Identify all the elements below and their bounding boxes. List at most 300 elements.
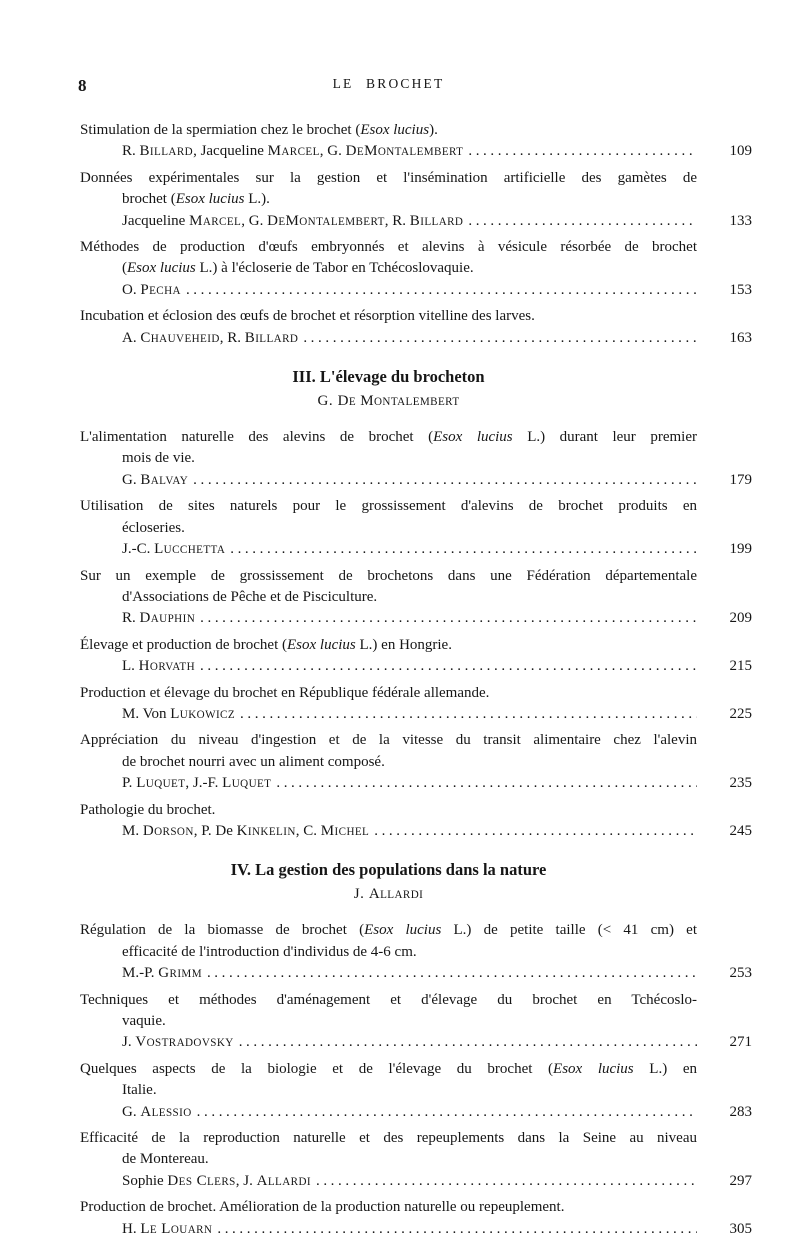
- entry-title-line: Données expérimentales sur la gestion et l'insémination artificielle des gamètes de: [80, 169, 697, 186]
- smallcaps-letter: L: [266, 332, 274, 345]
- entry-authors: G. BALVAY: [122, 471, 189, 488]
- smallcaps-text: MICHEL: [320, 822, 370, 839]
- smallcaps-letter: E: [256, 778, 265, 791]
- entry-author-line: [80, 963, 752, 985]
- italic-text: Esox lucius: [364, 922, 442, 939]
- smallcaps-letter: H: [187, 544, 197, 557]
- smallcaps-letter: O: [373, 396, 383, 409]
- entry-author-line: [80, 328, 752, 350]
- entry-author-line: [80, 1102, 752, 1124]
- smallcaps-letter: U: [159, 613, 168, 626]
- entry-title-line: de brochet nourri avec un aliment composé.: [122, 753, 385, 770]
- smallcaps-letter: E: [278, 215, 286, 228]
- smallcaps-letter: I: [182, 613, 187, 626]
- smallcaps-letter: K: [188, 708, 197, 721]
- smallcaps-letter: T: [316, 215, 323, 228]
- smallcaps-letter: R: [289, 146, 298, 159]
- entry-author-line: [80, 656, 752, 678]
- toc-entry: [80, 1197, 752, 1241]
- smallcaps-letter: T: [203, 544, 211, 557]
- smallcaps-letter: L: [259, 332, 267, 345]
- smallcaps-letter: A: [394, 889, 403, 902]
- entry-page-number: 215: [729, 658, 752, 675]
- smallcaps-letter: U: [163, 544, 173, 557]
- smallcaps-letter: N: [185, 825, 194, 838]
- entry-author-line: [80, 470, 752, 492]
- smallcaps-letter: D: [184, 146, 194, 159]
- smallcaps-letter: V: [165, 474, 173, 487]
- smallcaps-letter: H: [150, 332, 160, 345]
- smallcaps-letter: O: [196, 708, 206, 721]
- smallcaps-letter: H: [174, 613, 183, 626]
- smallcaps-letter: Q: [240, 778, 249, 791]
- smallcaps-letter: U: [145, 778, 155, 791]
- smallcaps-letter: V: [201, 1037, 211, 1050]
- smallcaps-text: PECHA: [140, 281, 181, 298]
- smallcaps-text: ALESSIO: [140, 1103, 192, 1120]
- smallcaps-letter: L: [151, 1106, 159, 1119]
- smallcaps-letter: T: [390, 396, 398, 409]
- smallcaps-letter: R: [211, 215, 220, 228]
- smallcaps-letter: A: [282, 1175, 291, 1188]
- smallcaps-letter: T: [178, 778, 186, 791]
- smallcaps-letter: S: [185, 1175, 193, 1188]
- smallcaps-letter: B: [430, 396, 438, 409]
- smallcaps-letter: L: [206, 1175, 215, 1188]
- entry-author-line: [80, 704, 752, 726]
- entry-title-line: Efficacité de la reproduction naturelle et des repeuplements dans la Seine au niveau: [80, 1130, 697, 1147]
- smallcaps-letter: M: [423, 146, 435, 159]
- smallcaps-text: DES CLERS: [167, 1172, 236, 1189]
- smallcaps-letter: V: [165, 661, 173, 674]
- smallcaps-letter: A: [202, 215, 212, 228]
- entry-title-line: Régulation de la biomasse de brochet (Esox lucius L.) de petite taille (< 41 cm) et: [80, 922, 698, 939]
- smallcaps-text: DEMONTALEMBERT: [345, 143, 464, 160]
- smallcaps-letter: I: [177, 968, 182, 981]
- entry-title-line: Italie.: [122, 1082, 157, 1099]
- smallcaps-letter: A: [322, 215, 331, 228]
- smallcaps-letter: E: [149, 1223, 158, 1236]
- smallcaps-letter: M: [345, 215, 356, 228]
- section-heading: IV. La gestion des populations dans la nature: [230, 860, 547, 880]
- smallcaps-letter: E: [149, 284, 157, 297]
- smallcaps-letter: I: [306, 1175, 311, 1188]
- smallcaps-letter: E: [412, 396, 420, 409]
- smallcaps-letter: N: [186, 613, 196, 626]
- section-author: G. DE MONTALEMBERT: [317, 393, 460, 410]
- smallcaps-letter: O: [154, 825, 163, 838]
- smallcaps-letter: R: [162, 825, 171, 838]
- table-of-contents: [80, 120, 752, 1241]
- entry-page-number: 235: [729, 775, 752, 792]
- entry-title-line: efficacité de l'introduction d'individus de 4-6 cm.: [122, 943, 417, 960]
- entry-authors: G. ALESSIO: [122, 1103, 192, 1120]
- entry-page-number: 199: [729, 541, 752, 558]
- entry-authors: J.-C. LUCCHETTA: [122, 541, 226, 558]
- entry-title-line: (Esox lucius L.) à l'écloserie de Tabor en Tchécoslovaquie.: [122, 260, 474, 277]
- entry-page-number: 271: [729, 1034, 752, 1051]
- smallcaps-letter: S: [210, 1037, 217, 1050]
- smallcaps-letter: U: [179, 708, 189, 721]
- smallcaps-letter: O: [170, 1223, 180, 1236]
- smallcaps-letter: L: [154, 146, 162, 159]
- toc-entry: [80, 168, 752, 233]
- entry-author-line: [80, 280, 752, 302]
- smallcaps-letter: C: [219, 215, 227, 228]
- smallcaps-letter: E: [354, 825, 363, 838]
- smallcaps-letter: D: [454, 215, 464, 228]
- entry-author-line: [80, 1219, 752, 1241]
- entry-author-line: [80, 141, 752, 163]
- smallcaps-text: BILLARD: [139, 143, 194, 160]
- smallcaps-letter: D: [211, 332, 220, 345]
- smallcaps-letter: C: [179, 544, 188, 557]
- smallcaps-letter: E: [441, 146, 450, 159]
- entry-authors: Jacqueline MARCEL, G. DEMONTALEMBERT, R. BILLARD: [122, 212, 464, 229]
- smallcaps-letter: R: [402, 889, 411, 902]
- smallcaps-letter: A: [438, 215, 448, 228]
- smallcaps-letter: R: [168, 1037, 177, 1050]
- smallcaps-letter: O: [193, 1037, 202, 1050]
- entry-title-line: Incubation et éclosion des œufs de brochet et résorption vitelline des larves.: [80, 308, 535, 325]
- dot-leader: [463, 141, 697, 162]
- smallcaps-text: LE LOUARN: [140, 1220, 213, 1237]
- smallcaps-text: KINKELIN: [236, 822, 296, 839]
- toc-entry: [80, 566, 752, 631]
- smallcaps-letter: C: [338, 825, 347, 838]
- smallcaps-letter: A: [187, 1223, 197, 1236]
- smallcaps-text: CHAUVEHEID: [140, 329, 220, 346]
- smallcaps-letter: T: [179, 661, 187, 674]
- smallcaps-letter: N: [203, 1223, 213, 1236]
- dot-leader: [225, 539, 697, 560]
- smallcaps-letter: N: [307, 215, 317, 228]
- smallcaps-letter: R: [445, 396, 453, 409]
- entry-authors: M. Von LUKOWICZ: [122, 705, 236, 722]
- smallcaps-text: LUQUET: [222, 775, 272, 792]
- entry-page-number: 225: [729, 705, 752, 722]
- dot-leader: [298, 328, 697, 349]
- running-title: LE BROCHET: [332, 76, 445, 91]
- smallcaps-letter: O: [146, 1037, 155, 1050]
- smallcaps-letter: A: [159, 332, 168, 345]
- smallcaps-letter: A: [168, 146, 177, 159]
- toc-entry: [80, 1059, 752, 1124]
- smallcaps-letter: L: [267, 1175, 276, 1188]
- dot-leader: [463, 211, 697, 232]
- entry-title-line: d'Associations de Pêche et de Pisciculture.: [122, 588, 378, 605]
- smallcaps-letter: R: [282, 332, 290, 345]
- smallcaps-letter: L: [362, 825, 370, 838]
- smallcaps-letter: I: [255, 332, 260, 345]
- entry-title-line: L'alimentation naturelle des alevins de brochet (Esox lucius L.) durant leur premier: [80, 429, 697, 446]
- toc-entry: [80, 306, 752, 350]
- smallcaps-letter: R: [176, 146, 185, 159]
- smallcaps-letter: N: [252, 825, 261, 838]
- smallcaps-letter: T: [456, 146, 464, 159]
- smallcaps-text: LUKOWICZ: [170, 705, 236, 722]
- smallcaps-letter: L: [409, 146, 417, 159]
- entry-page-number: 133: [729, 212, 752, 229]
- smallcaps-letter: A: [400, 146, 410, 159]
- toc-entry: [80, 120, 752, 164]
- smallcaps-letter: A: [150, 474, 160, 487]
- smallcaps-letter: E: [437, 396, 446, 409]
- smallcaps-letter: I: [283, 825, 288, 838]
- entry-author-line: [80, 1171, 752, 1193]
- smallcaps-letter: T: [161, 1037, 169, 1050]
- entry-title-line: Méthodes de production d'œufs embryonnés et alevins à vésicule résorbée de brochet: [80, 239, 697, 256]
- toc-entry: [80, 683, 752, 727]
- entry-authors: H. LE LOUARN: [122, 1220, 213, 1237]
- smallcaps-letter: D: [185, 1037, 194, 1050]
- smallcaps-letter: E: [338, 215, 346, 228]
- entry-title-line: Utilisation de sites naturels pour le grossissement d'alevins de brochet produits en: [80, 498, 697, 515]
- entry-title-line: Sur un exemple de grossissement de brochetons dans une Fédération départementale: [80, 567, 697, 584]
- smallcaps-letter: R: [290, 1175, 299, 1188]
- smallcaps-letter: R: [221, 1175, 230, 1188]
- smallcaps-text: BILLARD: [244, 329, 299, 346]
- smallcaps-letter: B: [434, 146, 442, 159]
- smallcaps-letter: V: [176, 332, 185, 345]
- smallcaps-letter: Y: [179, 474, 189, 487]
- smallcaps-letter: L: [159, 474, 166, 487]
- smallcaps-letter: L: [405, 396, 413, 409]
- entry-author-line: [80, 608, 752, 630]
- smallcaps-letter: C: [297, 146, 306, 159]
- entry-title-line: Production de brochet. Amélioration de la production naturelle ou repeuplement.: [80, 1199, 565, 1216]
- smallcaps-letter: I: [247, 825, 252, 838]
- dot-leader: [188, 470, 697, 491]
- toc-entry: [80, 427, 752, 492]
- entry-page-number: 305: [729, 1220, 752, 1237]
- entry-title-line: Élevage et production de brochet (Esox lucius L.) en Hongrie.: [80, 636, 452, 653]
- dot-leader: [195, 656, 697, 677]
- smallcaps-letter: A: [172, 661, 180, 674]
- smallcaps-letter: H: [186, 661, 196, 674]
- smallcaps-letter: E: [178, 1175, 186, 1188]
- smallcaps-letter: Q: [154, 778, 163, 791]
- smallcaps-text: MARCEL: [267, 143, 320, 160]
- smallcaps-letter: E: [196, 544, 204, 557]
- entry-title-line: Production et élevage du brochet en République fédérale allemande.: [80, 684, 490, 701]
- smallcaps-letter: R: [196, 1223, 204, 1236]
- dot-leader: [311, 1171, 697, 1192]
- smallcaps-letter: M: [191, 968, 202, 981]
- smallcaps-letter: E: [200, 332, 208, 345]
- smallcaps-letter: H: [164, 284, 173, 297]
- page-header: [80, 76, 697, 96]
- smallcaps-letter: A: [172, 474, 180, 487]
- smallcaps-letter: I: [420, 215, 425, 228]
- smallcaps-letter: I: [207, 332, 212, 345]
- smallcaps-letter: Z: [227, 708, 236, 721]
- smallcaps-letter: L: [276, 825, 284, 838]
- entry-authors: J. VOSTRADOVSKY: [122, 1034, 234, 1051]
- smallcaps-letter: N: [382, 396, 391, 409]
- entry-authors: A. CHAUVEHEID, R. BILLARD: [122, 329, 299, 346]
- smallcaps-letter: C: [220, 708, 228, 721]
- smallcaps-letter: I: [149, 146, 155, 159]
- smallcaps-text: GRIMM: [158, 965, 202, 982]
- entry-page-number: 283: [729, 1103, 752, 1120]
- smallcaps-letter: M: [419, 396, 431, 409]
- smallcaps-letter: S: [165, 1106, 173, 1119]
- dot-leader: [181, 280, 697, 301]
- smallcaps-letter: I: [334, 825, 339, 838]
- toc-entry: [80, 496, 752, 561]
- section-heading: III. L'élevage du brocheton: [292, 367, 485, 387]
- entry-page-number: 179: [729, 471, 752, 488]
- smallcaps-text: MARCEL: [189, 212, 242, 229]
- smallcaps-letter: U: [231, 778, 241, 791]
- smallcaps-letter: A: [397, 396, 406, 409]
- entry-title-line: Quelques aspects de la biologie et de l'élevage du brochet (Esox lucius L.) en: [80, 1060, 697, 1077]
- italic-text: Esox lucius: [175, 191, 245, 208]
- smallcaps-letter: L: [275, 1175, 283, 1188]
- entry-author-line: [80, 773, 752, 795]
- entry-page-number: 209: [729, 610, 752, 627]
- smallcaps-letter: L: [161, 146, 169, 159]
- entry-authors: R. BILLARD, Jacqueline MARCEL, G. DEMONTALEMBERT: [122, 143, 464, 160]
- entry-author-line: [80, 1032, 752, 1054]
- smallcaps-letter: O: [183, 1106, 192, 1119]
- entry-page-number: 163: [729, 329, 752, 346]
- smallcaps-text: BALVAY: [140, 471, 189, 488]
- dot-leader: [369, 821, 697, 842]
- smallcaps-letter: O: [176, 825, 186, 838]
- smallcaps-letter: N: [287, 825, 296, 838]
- smallcaps-text: DORSON: [142, 822, 194, 839]
- smallcaps-letter: E: [214, 1175, 222, 1188]
- smallcaps-letter: Y: [225, 1037, 234, 1050]
- dot-leader: [202, 963, 697, 984]
- smallcaps-letter: O: [299, 215, 308, 228]
- italic-text: Esox lucius: [360, 122, 430, 138]
- toc-entry: [80, 800, 752, 844]
- smallcaps-letter: T: [264, 778, 272, 791]
- smallcaps-letter: E: [226, 215, 235, 228]
- smallcaps-letter: L: [330, 215, 338, 228]
- entry-title-line: brochet (Esox lucius L.).: [122, 191, 270, 208]
- smallcaps-letter: L: [424, 215, 432, 228]
- entry-title-line: de Montereau.: [122, 1151, 209, 1168]
- smallcaps-text: ALLARDI: [256, 1172, 311, 1189]
- entry-author-line: [80, 821, 752, 843]
- smallcaps-letter: E: [158, 1106, 166, 1119]
- smallcaps-text: LUCCHETTA: [154, 541, 226, 558]
- smallcaps-letter: C: [156, 284, 165, 297]
- smallcaps-letter: E: [356, 146, 365, 159]
- dot-leader: [195, 608, 697, 629]
- smallcaps-letter: O: [377, 146, 387, 159]
- smallcaps-letter: H: [191, 332, 201, 345]
- entry-authors: Sophie DES CLERS, J. ALLARDI: [122, 1172, 311, 1189]
- smallcaps-letter: L: [380, 889, 388, 902]
- smallcaps-letter: I: [419, 889, 424, 902]
- smallcaps-letter: T: [452, 396, 460, 409]
- italic-text: Esox lucius: [287, 636, 356, 653]
- smallcaps-letter: A: [176, 1037, 185, 1050]
- smallcaps-letter: S: [229, 1175, 236, 1188]
- smallcaps-letter: L: [312, 146, 320, 159]
- smallcaps-text: BILLARD: [409, 212, 464, 229]
- smallcaps-letter: E: [416, 146, 424, 159]
- entry-title-line: écloseries.: [122, 519, 185, 536]
- entry-title-line: Stimulation de la spermiation chez le brochet (Esox lucius).: [80, 122, 438, 138]
- smallcaps-text: VOSTRADOVSKY: [135, 1034, 234, 1051]
- entry-authors: R. DAUPHIN: [122, 610, 196, 627]
- toc-entry: [80, 990, 752, 1055]
- smallcaps-text: DE MONTALEMBERT: [337, 393, 460, 410]
- smallcaps-letter: A: [172, 284, 181, 297]
- smallcaps-letter: E: [268, 825, 277, 838]
- smallcaps-letter: T: [394, 146, 401, 159]
- smallcaps-letter: R: [158, 661, 166, 674]
- smallcaps-letter: E: [171, 778, 179, 791]
- smallcaps-letter: R: [449, 146, 457, 159]
- smallcaps-letter: L: [431, 215, 439, 228]
- entry-title-line: Appréciation du niveau d'ingestion et de la vitesse du transit alimentaire chez l'alevin: [80, 732, 697, 749]
- entry-author-line: [80, 539, 752, 561]
- section-author: J. ALLARDI: [353, 886, 424, 903]
- smallcaps-letter: R: [447, 215, 455, 228]
- smallcaps-letter: R: [370, 215, 378, 228]
- entry-authors: O. PECHA: [122, 281, 181, 298]
- entry-page-number: 109: [729, 143, 752, 160]
- smallcaps-letter: B: [355, 215, 364, 228]
- smallcaps-letter: K: [216, 1037, 226, 1050]
- smallcaps-letter: L: [234, 215, 242, 228]
- smallcaps-text: HORVATH: [138, 658, 196, 675]
- entry-title-line: Techniques et méthodes d'aménagement et d'élevage du brochet en Tchécoslo-: [80, 991, 697, 1008]
- toc-entry: [80, 1128, 752, 1193]
- smallcaps-letter: W: [205, 708, 216, 721]
- smallcaps-letter: D: [410, 889, 420, 902]
- smallcaps-text: LUQUET: [136, 775, 186, 792]
- smallcaps-letter: E: [348, 396, 357, 409]
- smallcaps-letter: U: [179, 1223, 188, 1236]
- smallcaps-letter: M: [181, 968, 192, 981]
- smallcaps-letter: A: [273, 332, 283, 345]
- toc-entry: [80, 920, 752, 985]
- smallcaps-letter: T: [377, 215, 385, 228]
- italic-text: Esox lucius: [127, 260, 196, 277]
- italic-text: Esox lucius: [433, 429, 513, 446]
- dot-leader: [271, 773, 697, 794]
- entry-authors: L. HORVATH: [122, 658, 196, 675]
- dot-leader: [234, 1032, 697, 1053]
- smallcaps-letter: A: [150, 613, 160, 626]
- smallcaps-letter: O: [149, 661, 159, 674]
- smallcaps-letter: D: [298, 1175, 307, 1188]
- smallcaps-letter: N: [386, 146, 395, 159]
- smallcaps-letter: I: [215, 708, 221, 721]
- entry-page-number: 153: [729, 281, 752, 298]
- smallcaps-letter: T: [210, 544, 217, 557]
- entry-title-line: Pathologie du brochet.: [80, 801, 216, 818]
- smallcaps-letter: S: [172, 1106, 180, 1119]
- smallcaps-letter: U: [162, 778, 172, 791]
- entry-title-line: mois de vie.: [122, 450, 195, 467]
- smallcaps-text: DAUPHIN: [139, 610, 196, 627]
- smallcaps-text: ALLARDI: [368, 886, 424, 903]
- entry-page-number: 245: [729, 822, 752, 839]
- smallcaps-letter: U: [167, 332, 177, 345]
- toc-entry: [80, 237, 752, 302]
- smallcaps-letter: D: [289, 332, 299, 345]
- smallcaps-letter: E: [363, 215, 371, 228]
